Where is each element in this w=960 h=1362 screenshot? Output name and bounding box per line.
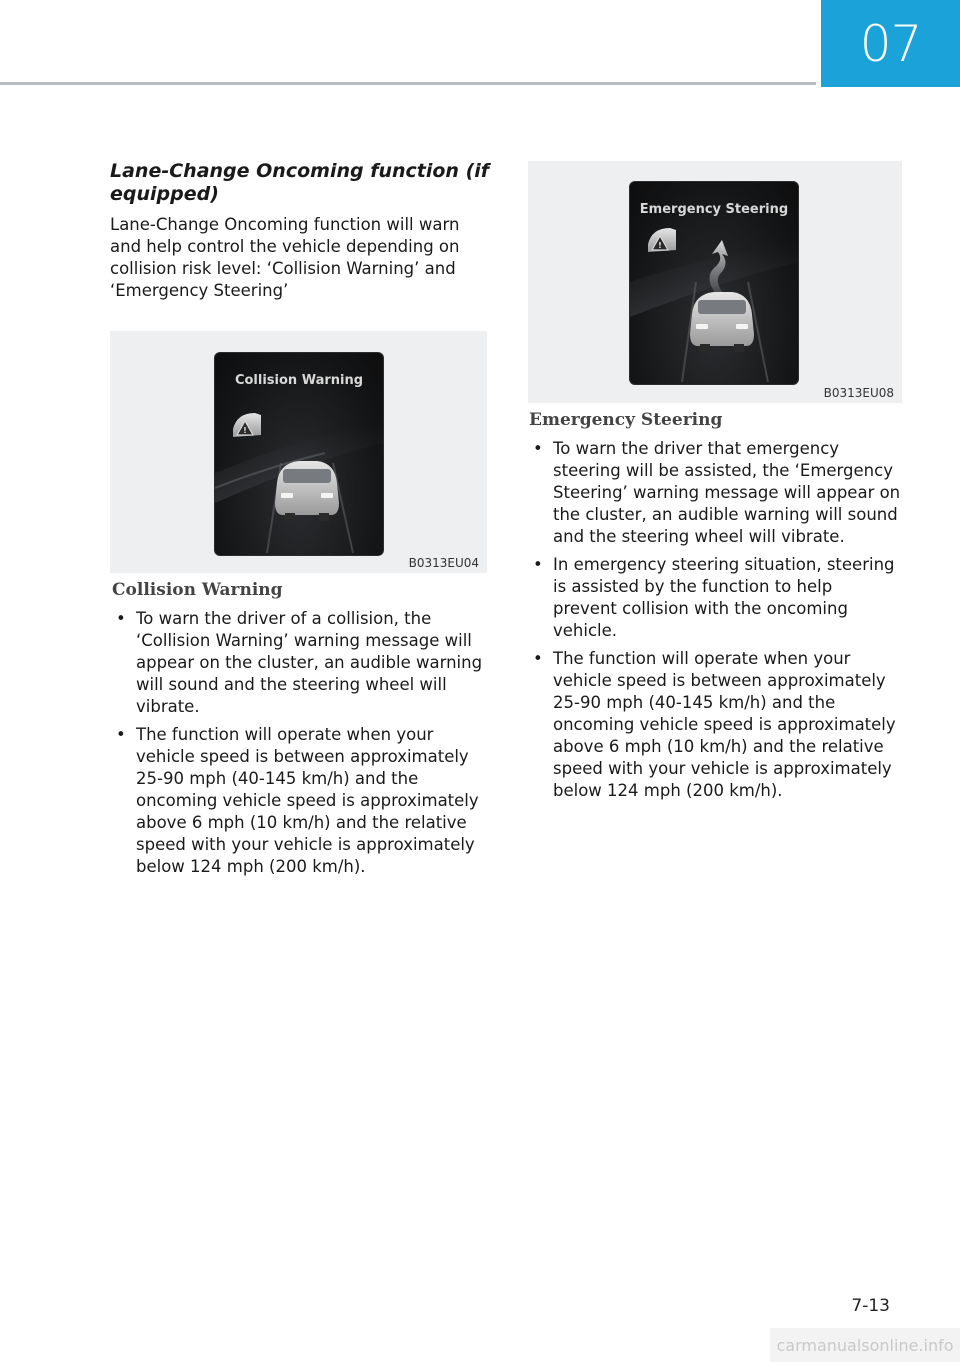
watermark[interactable]: carmanualsonline.info xyxy=(770,1328,960,1362)
emergency-steering-list xyxy=(529,438,901,808)
cluster-display xyxy=(629,181,799,385)
emergency-steering-title: Emergency Steering xyxy=(529,410,723,430)
road-scene-illustration xyxy=(630,182,798,384)
section-intro: Lane-Change Oncoming function will warn and help control the vehicle depending on collision risk level: ‘Collision Warning’ and ‘Emergency Steering’ xyxy=(110,215,460,300)
chapter-tab: 07 xyxy=(821,0,960,87)
bullet-icon: • xyxy=(533,555,543,574)
page-number: 7-13 xyxy=(851,1296,890,1316)
list-item: • To warn the driver that emergency steering will be assisted, the ‘Emergency Steering’ warning message will appear on the cluster, an audible warning will sound and the steering wheel will vibrate. xyxy=(533,439,901,546)
road-scene-illustration xyxy=(215,353,383,555)
oncoming-vehicle-icon xyxy=(648,228,676,252)
section-title: Lane-Change Oncoming function (if equipped) xyxy=(110,160,490,205)
emergency-steering-figure xyxy=(528,161,902,403)
own-vehicle-icon xyxy=(275,461,339,521)
bullet-icon: • xyxy=(116,609,126,628)
figure-code: B0313EU04 xyxy=(408,556,479,570)
list-item: • The function will operate when your vehicle speed is between approximately 25-90 mph (40-145 km/h) and the oncoming vehicle speed is approximately above 6 mph (10 km/h) and the relative speed with your vehicle is approximately below 124 mph (200 km/h). xyxy=(116,725,479,876)
bullet-icon: • xyxy=(116,725,126,744)
cluster-message: Collision Warning xyxy=(234,373,364,388)
svg-text:!: ! xyxy=(658,241,662,250)
oncoming-vehicle-icon xyxy=(233,413,261,437)
cluster-message: Emergency Steering xyxy=(639,202,789,217)
bullet-icon: • xyxy=(533,649,543,668)
list-item: • In emergency steering situation, steering is assisted by the function to help prevent collision with the oncoming vehicle. xyxy=(533,555,895,640)
list-item: • To warn the driver of a collision, the ‘Collision Warning’ warning message will appear on the cluster, an audible warning will sound and the steering wheel will vibrate. xyxy=(116,609,483,716)
collision-warning-figure xyxy=(110,331,487,573)
svg-text:!: ! xyxy=(243,426,247,435)
header-rule xyxy=(0,82,816,85)
own-vehicle-icon xyxy=(690,292,754,352)
bullet-icon: • xyxy=(533,439,543,458)
list-item: • The function will operate when your vehicle speed is between approximately 25-90 mph (40-145 km/h) and the oncoming vehicle speed is approximately above 6 mph (10 km/h) and the relative speed with your vehicle is approximately below 124 mph (200 km/h). xyxy=(533,649,896,800)
cluster-display xyxy=(214,352,384,556)
figure-code: B0313EU08 xyxy=(823,386,894,400)
collision-warning-title: Collision Warning xyxy=(112,580,283,600)
collision-warning-list xyxy=(112,608,492,884)
